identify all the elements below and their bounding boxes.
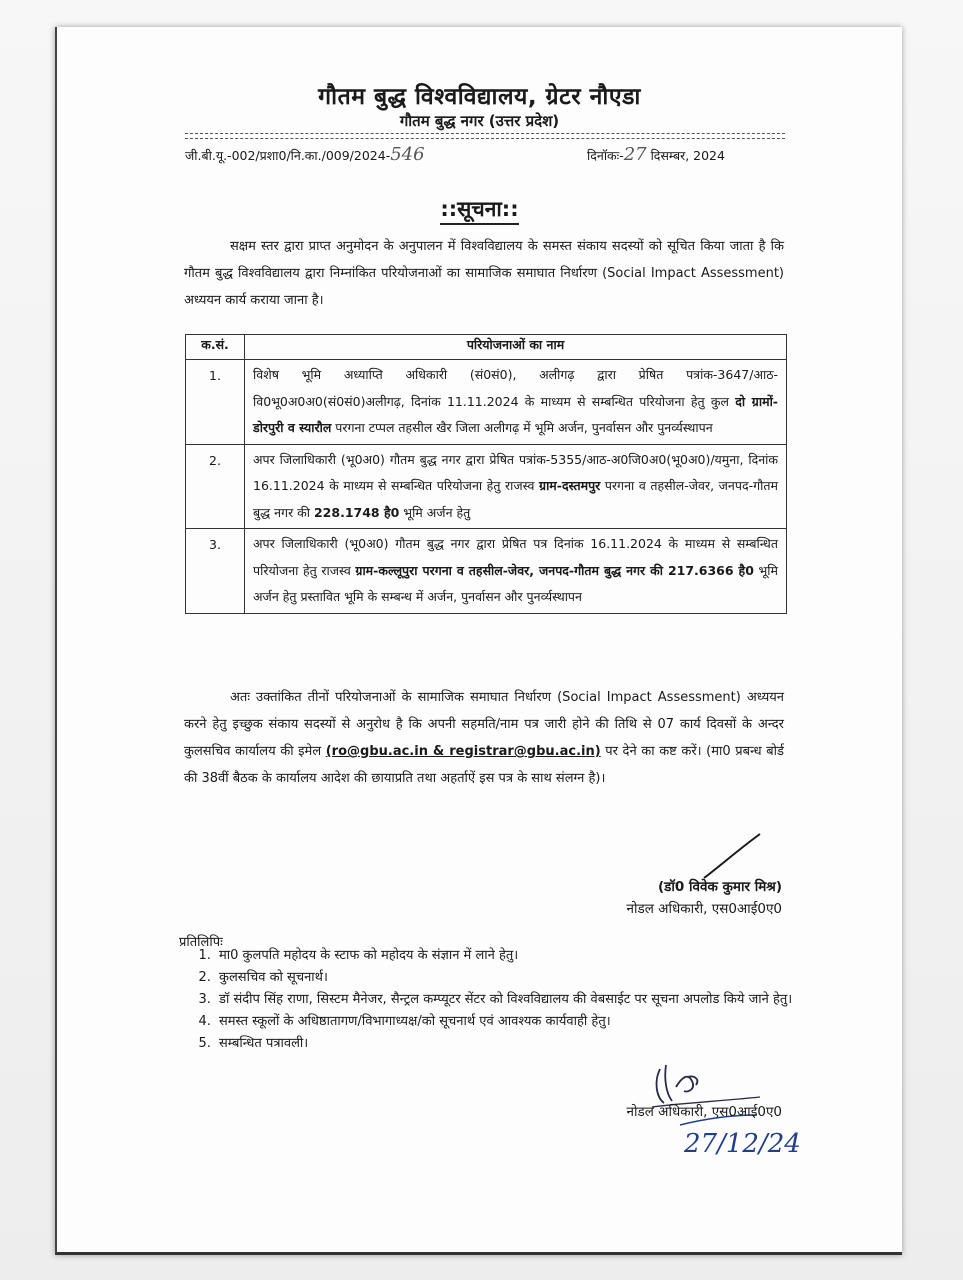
- signatory2-designation: नोडल अधिकारी, एस0आई0ए0: [626, 1104, 782, 1120]
- signatory-designation: नोडल अधिकारी, एस0आई0ए0: [626, 901, 782, 917]
- reference-prefix: जी.बी.यू.-002/प्रशा0/नि.का./009/2024-: [185, 148, 391, 163]
- list-item: 5. सम्बन्धित पत्रावली।: [215, 1033, 805, 1055]
- header-divider-top: [185, 133, 785, 134]
- row-description: अपर जिलाधिकारी (भू0अ0) गौतम बुद्ध नगर द्वारा प्रेषित पत्रांक-5355/आठ-अ0जि0अ0(भू0अ0)/यमुना, दिनांक 16.11.2024 के माध्यम से सम्बन्धित परियोजना हेतु राजस्व ग्राम-दस्तमपुर परगना व तहसील-जेवर, जनपद-गौतम बुद्ध नगर की 228.1748 है0 भूमि अर्जन हेतु: [245, 444, 787, 529]
- letter-date: [587, 144, 725, 165]
- signatory-name: (डॉ0 विवेक कुमार मिश्र): [657, 879, 782, 895]
- list-item: 3. डॉ संदीप सिंह राणा, सिस्टम मैनेजर, सैन्ट्रल कम्प्यूटर सेंटर को विश्वविद्यालय की वेबसाईट पर सूचना अपलोड किये जाने हेतु।: [215, 989, 805, 1011]
- projects-table: [185, 334, 787, 614]
- signature-mark: [702, 832, 762, 882]
- row-serial: 2.: [186, 444, 245, 529]
- list-item: 2. कुलसचिव को सूचनार्थ।: [215, 967, 805, 989]
- notice-heading: ::सूचना::: [57, 195, 902, 223]
- document-page: [55, 27, 902, 1255]
- date-handwritten-day: 27: [623, 144, 647, 165]
- col-serial-header: क.सं.: [186, 335, 245, 360]
- header-divider-bottom: [185, 138, 785, 139]
- col-project-header: परियोजनाओं का नाम: [245, 335, 787, 360]
- table-row: [186, 360, 787, 445]
- request-paragraph: अतः उक्तांकित तीनों परियोजनाओं के सामाजिक समाघात निर्धारण (Social Impact Assessment) अध्ययन करने हेतु इच्छुक संकाय सदस्यों से अनुरोध है कि अपनी सहमति/नाम पत्र जारी होने की तिथि से 07 कार्य दिवसों के अन्दर कुलसचिव कार्यालय की इमेल (ro@gbu.ac.in & registrar@gbu.ac.in) पर देने का कष्ट करें। (मा0 प्रबन्ध बोर्ड की 38वीं बैठक के कार्यालय आदेश की छायाप्रति तथा अहर्ताऐं इस पत्र के साथ संलग्न है)।: [184, 690, 785, 786]
- list-item: 4. समस्त स्कूलों के अधिष्ठातागण/विभागाध्यक्ष/को सूचनार्थ एवं आवश्यक कार्यवाही हेतु।: [215, 1011, 805, 1033]
- table-row: [186, 444, 787, 529]
- row-description: विशेष भूमि अध्याप्ति अधिकारी (सं0सं0), अलीगढ़ द्वारा प्रेषित पत्रांक-3647/आठ-वि0भू0अ0अ0(सं0सं0)अलीगढ़, दिनांक 11.11.2024 के माध्यम से सम्बन्धित परियोजना हेतु कुल दो ग्रामों-डोरपुरी व स्यारौल परगना टप्पल तहसील खैर जिला अलीगढ़ में भूमि अर्जन, पुनर्वासन और पुनर्व्यस्थापन: [245, 360, 787, 445]
- intro-paragraph: सक्षम स्तर द्वारा प्राप्त अनुमोदन के अनुपालन में विश्वविद्यालय के समस्त संकाय सदस्यों को सूचित किया जाता है कि गौतम बुद्ध विश्वविद्यालय द्वारा निम्नांकित परियोजनाओं का सामाजिक समाघात निर्धारण (Social Impact Assessment) अध्ययन कार्य कराया जाना है।: [184, 239, 784, 308]
- copy-to-list: [195, 945, 805, 1055]
- table-header-row: [186, 335, 787, 360]
- date-month-year: दिसम्बर, 2024: [646, 148, 725, 163]
- reference-handwritten-number: 546: [390, 144, 425, 165]
- table-row: [186, 529, 787, 614]
- university-title: गौतम बुद्ध विश्वविद्यालय, ग्रेटर नौएडा: [318, 84, 641, 110]
- row-description: अपर जिलाधिकारी (भू0अ0) गौतम बुद्ध नगर द्वारा प्रेषित पत्र दिनांक 16.11.2024 के माध्यम से सम्बन्धित परियोजना हेतु राजस्व ग्राम-कल्लूपुरा परगना व तहसील-जेवर, जनपद-गौतम बुद्ध नगर की 217.6366 है0 भूमि अर्जन हेतु प्रस्तावित भूमि के सम्बन्ध में अर्जन, पुनर्वासन और पुनर्व्यस्थापन: [245, 529, 787, 614]
- reference-number: [185, 144, 425, 165]
- date-prefix: दिनॉकः-: [587, 148, 624, 163]
- copy-to-heading: प्रतिलिपिः: [179, 935, 223, 950]
- list-item: 1. मा0 कुलपति महोदय के स्टाफ को महोदय के संज्ञान में लाने हेतु।: [215, 945, 805, 967]
- row-serial: 1.: [186, 360, 245, 445]
- handwritten-date: 27/12/24: [684, 1129, 801, 1159]
- university-location: गौतम बुद्ध नगर (उत्तर प्रदेश): [399, 112, 560, 130]
- row-serial: 3.: [186, 529, 245, 614]
- email-addresses: (ro@gbu.ac.in & registrar@gbu.ac.in): [325, 744, 601, 759]
